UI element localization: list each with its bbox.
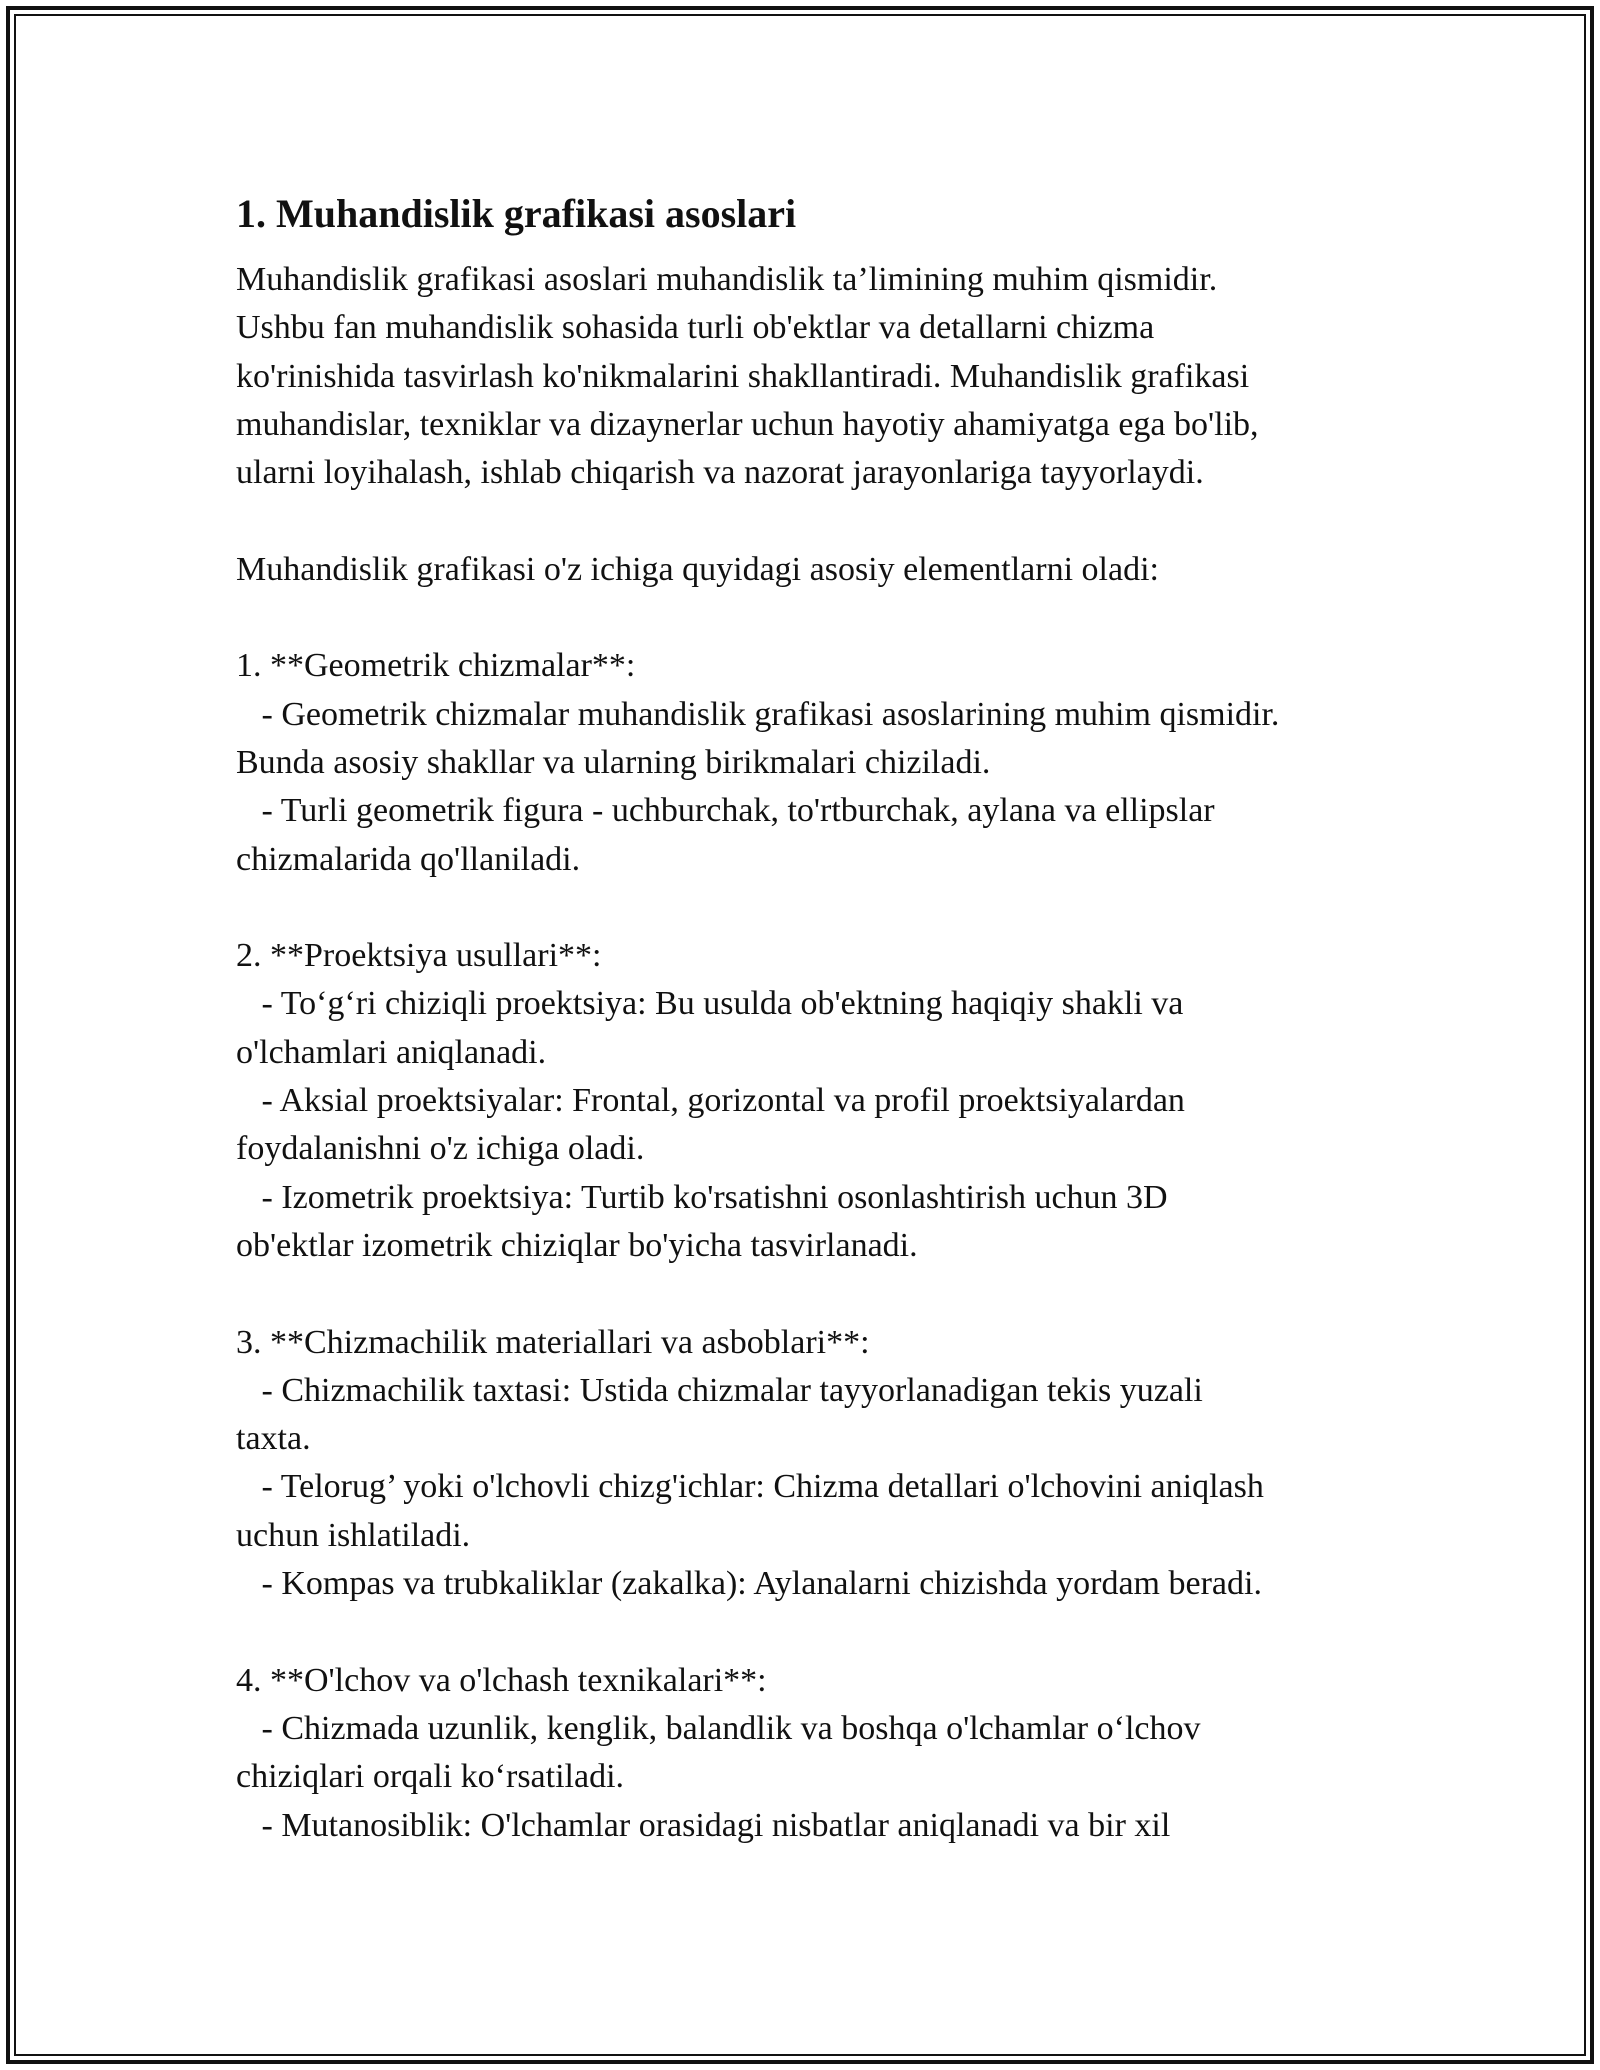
document-body: Muhandislik grafikasi asoslari muhandislik ta’limining muhim qismidir. Ushbu fan muhandislik sohasida turli ob'ektlar va detallarni chizma ko'rinishida tasvirlash ko'nikmalarini shakllantiradi. Muhandislik grafikasi muhandislar, texniklar va dizaynerlar uchun hayotiy ahamiyatga ega bo'lib, ularni loyihalash, ishlab chiqarish va nazorat jarayonlariga tayyorlaydi. Muhandislik grafikasi o'z ichiga quyidagi asosiy elementlarni oladi: 1. **Geometrik chizmalar**: - Geometrik chizmalar muhandislik grafikasi asoslarining muhim qismidir. Bunda asosiy shakllar va ularning birikmalari chiziladi. - Turli geometrik figura - uchburchak, to'rtburchak, aylana va ellipslar chizmalarida qo'llaniladi. 2. **Proektsiya usullari**: - To‘g‘ri chiziqli proektsiya: Bu usulda ob'ektning haqiqiy shakli va o'lchamlari aniqlanadi. - Aksial proektsiyalar: Frontal, gorizontal va profil proektsiyalardan foydalanishni o'z ichiga oladi. - Izometrik proektsiya: Turtib ko'rsatishni osonlashtirish uchun 3D ob'ektlar izometrik chiziqlar bo'yicha tasvirlanadi. 3. **Chizmachilik materiallari va asboblari**: - Chizmachilik taxtasi: Ustida chizmalar tayyorlanadigan tekis yuzali taxta. - Telorug’ yoki o'lchovli chizg'ichlar: Chizma detallari o'lchovini aniqlash uchun ishlatiladi. - Kompas va trubkaliklar (zakalka): Aylanalarni chizishda yordam beradi. 4. **O'lchov va o'lchash texnikalari**: - Chizmada uzunlik, kenglik, balandlik va boshqa o'lchamlar o‘lchov chiziqlari orqali ko‘rsatiladi. - Mutanosiblik: O'lchamlar orasidagi nisbatlar aniqlanadi va bir xil	[236, 261, 1280, 1844]
document-content	[236, 188, 1396, 1850]
document-title: 1. Muhandislik grafikasi asoslari	[236, 191, 797, 236]
